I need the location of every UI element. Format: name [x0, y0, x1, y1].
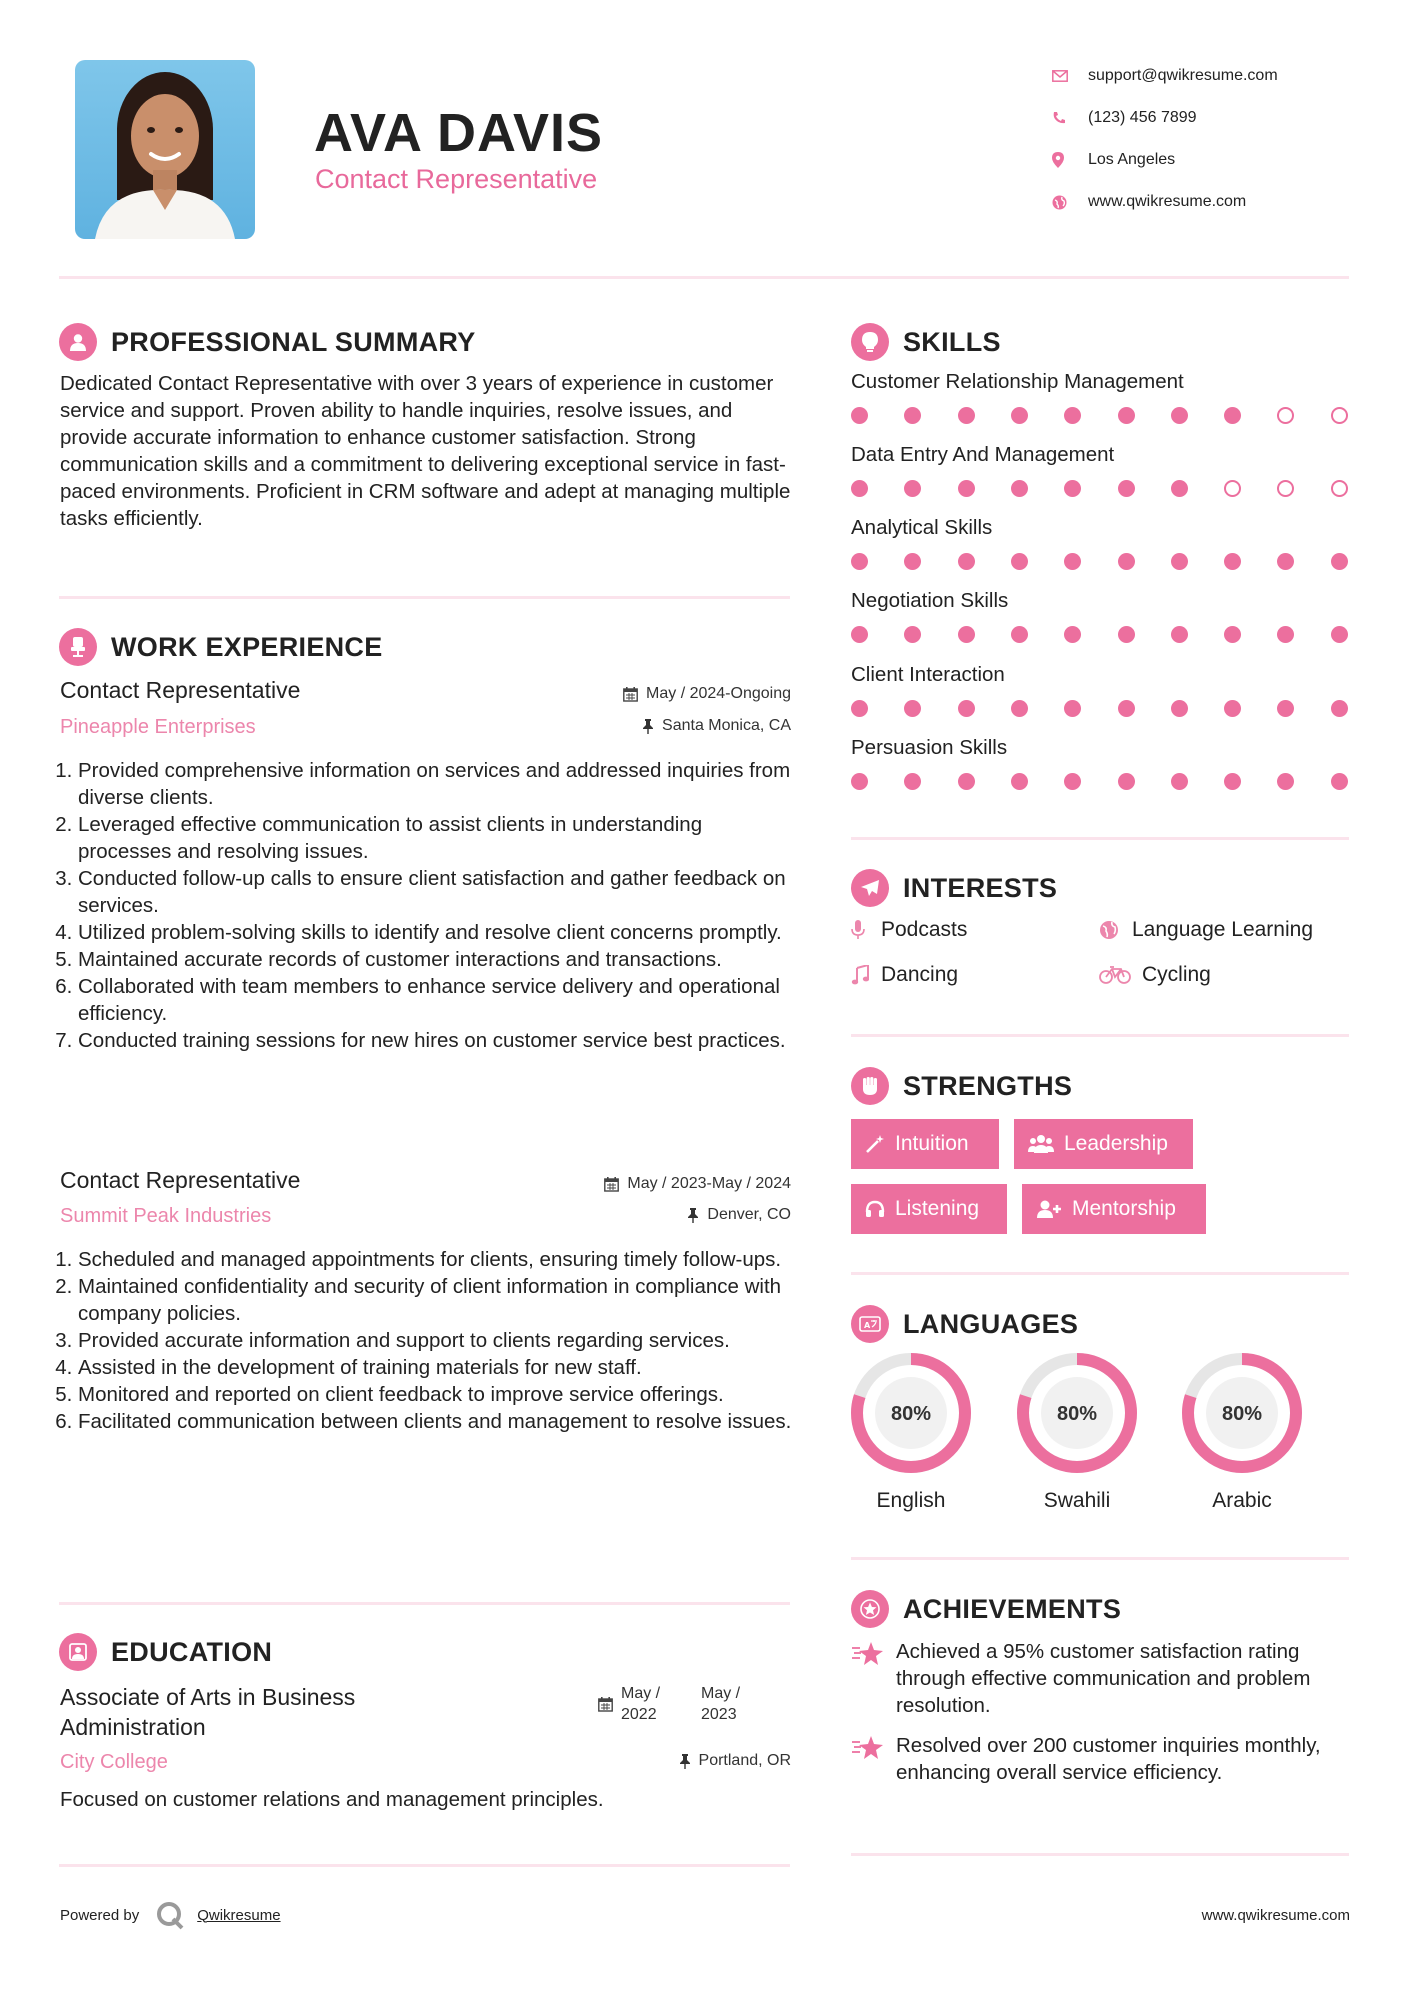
rating-dot-empty [1277, 407, 1294, 424]
skill-label: Customer Relationship Management [851, 370, 1184, 393]
candidate-title: Contact Representative [315, 164, 598, 194]
skill-label: Client Interaction [851, 663, 1005, 686]
skill-row [851, 663, 1351, 721]
contact-list [1052, 55, 1352, 223]
list-item: 1. Provided comprehensive information on services and addressed inquiries from diverse clients. [78, 757, 794, 811]
languages-heading [851, 1305, 1078, 1343]
contact-email[interactable] [1052, 55, 1352, 97]
interest-item [1099, 918, 1313, 942]
language-progress-ring [1015, 1351, 1139, 1475]
headphones-icon [865, 1200, 885, 1218]
user-icon [59, 323, 97, 361]
list-item: 1. Scheduled and managed appointments for clients, ensuring timely follow-ups. [78, 1246, 794, 1273]
rating-dot-filled [904, 553, 921, 570]
skill-row [851, 589, 1351, 647]
strengths-divider [851, 1272, 1349, 1275]
rating-dot-filled [851, 626, 868, 643]
pushpin-icon [679, 1754, 691, 1769]
job-1-title: Contact Representative [60, 677, 301, 703]
map-pin-icon [1052, 150, 1088, 170]
skill-row [851, 370, 1351, 428]
graduate-icon [59, 1633, 97, 1671]
achievement-text: Resolved over 200 customer inquiries monthly, enhancing overall service efficiency. [896, 1734, 1321, 1784]
skill-row [851, 443, 1351, 501]
language-name: Swahili [1043, 1489, 1111, 1512]
qwikresume-link[interactable]: Qwikresume [197, 1906, 281, 1924]
rating-dot-filled [1277, 626, 1294, 643]
rating-dot-filled [851, 773, 868, 790]
skill-label: Data Entry And Management [851, 443, 1115, 466]
interests-title: INTERESTS [903, 872, 1058, 903]
education-date-start-month: May / [621, 1685, 661, 1702]
education-location [500, 1752, 791, 1770]
education-degree-line2: Administration [60, 1714, 206, 1740]
contact-website-text: www.qwikresume.com [1088, 193, 1247, 210]
list-item: 3. Provided accurate information and support to clients regarding services. [78, 1327, 794, 1354]
education-heading [59, 1633, 272, 1671]
shooting-star-icon [851, 1638, 896, 1719]
contact-location-text: Los Angeles [1088, 151, 1176, 168]
summary-title: PROFESSIONAL SUMMARY [111, 326, 476, 357]
skill-rating [851, 770, 1351, 794]
list-item: 2. Leveraged effective communication to assist clients in understanding processes and resolving issues. [78, 811, 794, 865]
profile-photo [75, 60, 255, 239]
shooting-star-icon [851, 1732, 896, 1786]
rating-dot-filled [1064, 407, 1081, 424]
achievements-title: ACHIEVEMENTS [903, 1593, 1122, 1624]
rating-dot-filled [958, 553, 975, 570]
strength-tag [1022, 1184, 1206, 1234]
job-2-location [500, 1206, 791, 1224]
rating-dot-filled [1118, 700, 1135, 717]
rating-dot-filled [1277, 773, 1294, 790]
office-chair-icon [59, 628, 97, 666]
calendar-icon [598, 1697, 613, 1712]
rating-dot-filled [851, 700, 868, 717]
skill-rating [851, 697, 1351, 721]
list-item: 5. Maintained accurate records of customer interactions and transactions. [78, 946, 794, 973]
experience-divider [59, 1602, 790, 1605]
strength-label: Mentorship [1072, 1197, 1176, 1220]
rating-dot-empty [1277, 480, 1294, 497]
education-description: Focused on customer relations and management principles. [60, 1788, 604, 1811]
rating-dot-empty [1224, 480, 1241, 497]
achievement-item [851, 1638, 1351, 1719]
rating-dot-filled [904, 626, 921, 643]
job-2-company: Summit Peak Industries [60, 1205, 272, 1227]
list-item: 4. Utilized problem-solving skills to identify and resolve client concerns promptly. [78, 919, 794, 946]
job-2-date [500, 1175, 791, 1193]
rating-dot-filled [1011, 700, 1028, 717]
achievement-item [851, 1732, 1351, 1786]
job-2-title: Contact Representative [60, 1167, 301, 1193]
star-badge-icon [851, 1590, 889, 1628]
language-item [1015, 1351, 1139, 1513]
contact-phone[interactable] [1052, 97, 1352, 139]
qwikresume-logo-icon [155, 1900, 185, 1930]
interest-label: Language Learning [1132, 918, 1314, 941]
skill-rating [851, 550, 1351, 574]
rating-dot-filled [1011, 553, 1028, 570]
language-progress-ring [849, 1351, 973, 1475]
education-date-start-year: 2022 [621, 1706, 657, 1723]
education-degree [60, 1682, 355, 1742]
summary-divider [59, 596, 790, 599]
language-progress-ring [1180, 1351, 1304, 1475]
rating-dot-filled [1277, 553, 1294, 570]
strength-tag [851, 1184, 1007, 1234]
user-plus-icon [1036, 1199, 1062, 1219]
list-item: 2. Maintained confidentiality and security of client information in compliance with company policies. [78, 1273, 794, 1327]
language-percent-label: 80% [1221, 1403, 1263, 1425]
contact-location [1052, 139, 1352, 181]
experience-title: WORK EXPERIENCE [111, 631, 383, 662]
achievements-heading [851, 1590, 1121, 1628]
rating-dot-filled [1011, 480, 1028, 497]
education-date-start [621, 1683, 701, 1725]
candidate-name: AVA DAVIS [314, 103, 604, 163]
users-icon [1028, 1134, 1054, 1154]
bicycle-icon [1099, 966, 1142, 984]
rating-dot-filled [1171, 480, 1188, 497]
rating-dot-filled [1064, 480, 1081, 497]
rating-dot-filled [1011, 773, 1028, 790]
rating-dot-filled [1064, 553, 1081, 570]
rating-dot-empty [1331, 407, 1348, 424]
list-item: 7. Conducted training sessions for new hires on customer service best practices. [78, 1027, 794, 1054]
rating-dot-filled [958, 773, 975, 790]
list-item: 5. Monitored and reported on client feedback to improve service offerings. [78, 1381, 794, 1408]
list-item: 4. Assisted in the development of training materials for new staff. [78, 1354, 794, 1381]
paper-plane-icon [851, 869, 889, 907]
skill-rating [851, 623, 1351, 647]
list-item: 3. Conducted follow-up calls to ensure client satisfaction and gather feedback on services. [78, 865, 794, 919]
education-divider [59, 1864, 790, 1867]
skill-label: Persuasion Skills [851, 736, 1008, 759]
interests-heading [851, 869, 1057, 907]
language-icon [851, 1305, 889, 1343]
rating-dot-filled [1224, 626, 1241, 643]
interest-label: Podcasts [881, 918, 968, 941]
rating-dot-filled [1331, 773, 1348, 790]
rating-dot-filled [1331, 700, 1348, 717]
achievements-divider [851, 1853, 1349, 1856]
list-item: 6. Collaborated with team members to enhance service delivery and operational efficiency. [78, 973, 794, 1027]
job-1-company: Pineapple Enterprises [60, 716, 256, 738]
rating-dot-filled [1118, 407, 1135, 424]
summary-text: Dedicated Contact Representative with over 3 years of experience in customer service and support. Proven ability to handle inquiries, resolve issues, and provide accurate information to enhance customer satisfaction. Strong communication skills and a commitment to delivering exceptional service in fast-paced environments. Proficient in CRM software and adept at managing multiple tasks efficiently. [60, 372, 791, 530]
rating-dot-filled [958, 700, 975, 717]
experience-heading [59, 628, 383, 666]
footer-powered-by [60, 1900, 281, 1930]
rating-dot-filled [1118, 773, 1135, 790]
calendar-icon [604, 1177, 619, 1192]
languages-divider [851, 1557, 1349, 1560]
rating-dot-filled [1064, 700, 1081, 717]
rating-dot-filled [904, 407, 921, 424]
strength-tag [851, 1119, 999, 1169]
envelope-icon [1052, 66, 1088, 86]
language-percent-label: 80% [890, 1403, 932, 1425]
rating-dot-filled [958, 626, 975, 643]
skill-label: Negotiation Skills [851, 589, 1009, 612]
strength-label: Intuition [895, 1132, 969, 1155]
achievement-text: Achieved a 95% customer satisfaction rating through effective communication and problem resolution. [896, 1640, 1311, 1717]
magic-wand-icon [865, 1134, 885, 1154]
job-1-location [500, 717, 791, 735]
fist-icon [851, 1067, 889, 1105]
contact-website[interactable] [1052, 181, 1352, 223]
rating-dot-empty [1331, 480, 1348, 497]
interests-divider [851, 1034, 1349, 1037]
job-1-bullets [59, 757, 794, 1054]
rating-dot-filled [1171, 626, 1188, 643]
job-2-bullets [59, 1246, 794, 1435]
footer-website[interactable]: www.qwikresume.com [1201, 1907, 1350, 1924]
language-item [1180, 1351, 1304, 1513]
job-1-location-text: Santa Monica, CA [662, 717, 791, 734]
interest-item [851, 963, 958, 987]
rating-dot-filled [904, 700, 921, 717]
rating-dot-filled [1118, 480, 1135, 497]
rating-dot-filled [904, 773, 921, 790]
interest-item [1099, 963, 1211, 987]
job-2-location-text: Denver, CO [707, 1206, 791, 1223]
strengths-heading [851, 1067, 1072, 1105]
education-title: EDUCATION [111, 1636, 273, 1667]
education-degree-line1: Associate of Arts in Business [60, 1684, 356, 1710]
lightbulb-icon [851, 323, 889, 361]
rating-dot-filled [1011, 626, 1028, 643]
rating-dot-filled [1171, 553, 1188, 570]
rating-dot-filled [1224, 553, 1241, 570]
contact-phone-text: (123) 456 7899 [1088, 109, 1197, 126]
rating-dot-filled [851, 553, 868, 570]
language-percent-label: 80% [1056, 1403, 1098, 1425]
education-date-end [701, 1683, 740, 1725]
calendar-icon [623, 687, 638, 702]
globe-icon [1052, 192, 1088, 212]
rating-dot-filled [1224, 700, 1241, 717]
strengths-title: STRENGTHS [903, 1070, 1073, 1101]
interest-label: Dancing [881, 963, 959, 986]
skill-label: Analytical Skills [851, 516, 993, 539]
rating-dot-filled [1331, 626, 1348, 643]
skills-divider [851, 837, 1349, 840]
skill-rating [851, 477, 1351, 501]
language-item [849, 1351, 973, 1513]
rating-dot-filled [851, 480, 868, 497]
summary-heading [59, 323, 476, 361]
music-note-icon [851, 965, 881, 985]
microphone-icon [851, 920, 881, 940]
skill-rating [851, 404, 1351, 428]
phone-icon [1052, 108, 1088, 128]
rating-dot-filled [1118, 626, 1135, 643]
languages-title: LANGUAGES [903, 1308, 1079, 1339]
rating-dot-filled [1224, 773, 1241, 790]
strength-label: Leadership [1064, 1132, 1168, 1155]
education-date-end-year: 2023 [701, 1706, 737, 1723]
job-2-date-text: May / 2023-May / 2024 [627, 1175, 791, 1192]
skill-row [851, 516, 1351, 574]
pushpin-icon [642, 719, 654, 734]
rating-dot-filled [1171, 773, 1188, 790]
language-name: English [876, 1489, 946, 1512]
rating-dot-filled [1171, 700, 1188, 717]
header-divider [59, 276, 1349, 279]
rating-dot-filled [1171, 407, 1188, 424]
rating-dot-filled [958, 480, 975, 497]
globe-icon [1099, 920, 1132, 940]
rating-dot-filled [1064, 773, 1081, 790]
rating-dot-filled [1011, 407, 1028, 424]
rating-dot-filled [1064, 626, 1081, 643]
language-name: Arabic [1212, 1489, 1272, 1512]
rating-dot-filled [851, 407, 868, 424]
job-1-date-text: May / 2024-Ongoing [646, 685, 791, 702]
rating-dot-filled [1277, 700, 1294, 717]
list-item: 6. Facilitated communication between clients and management to resolve issues. [78, 1408, 794, 1435]
education-school: City College [60, 1751, 168, 1773]
education-location-text: Portland, OR [698, 1752, 791, 1769]
rating-dot-filled [1118, 553, 1135, 570]
skill-row [851, 736, 1351, 794]
skills-title: SKILLS [903, 326, 1001, 357]
rating-dot-filled [1224, 407, 1241, 424]
svg-text:A: A [864, 1321, 871, 1330]
job-1-date [500, 685, 791, 703]
education-date [598, 1683, 740, 1725]
rating-dot-filled [904, 480, 921, 497]
interest-item [851, 918, 967, 942]
interest-label: Cycling [1142, 963, 1211, 986]
strength-label: Listening [895, 1197, 980, 1220]
pushpin-icon [687, 1208, 699, 1223]
contact-email-text: support@qwikresume.com [1088, 67, 1278, 84]
strength-tag [1014, 1119, 1193, 1169]
skills-heading [851, 323, 1001, 361]
rating-dot-filled [1331, 553, 1348, 570]
rating-dot-filled [958, 407, 975, 424]
education-date-end-month: May / [701, 1685, 741, 1702]
powered-by-text: Powered by [60, 1906, 140, 1924]
